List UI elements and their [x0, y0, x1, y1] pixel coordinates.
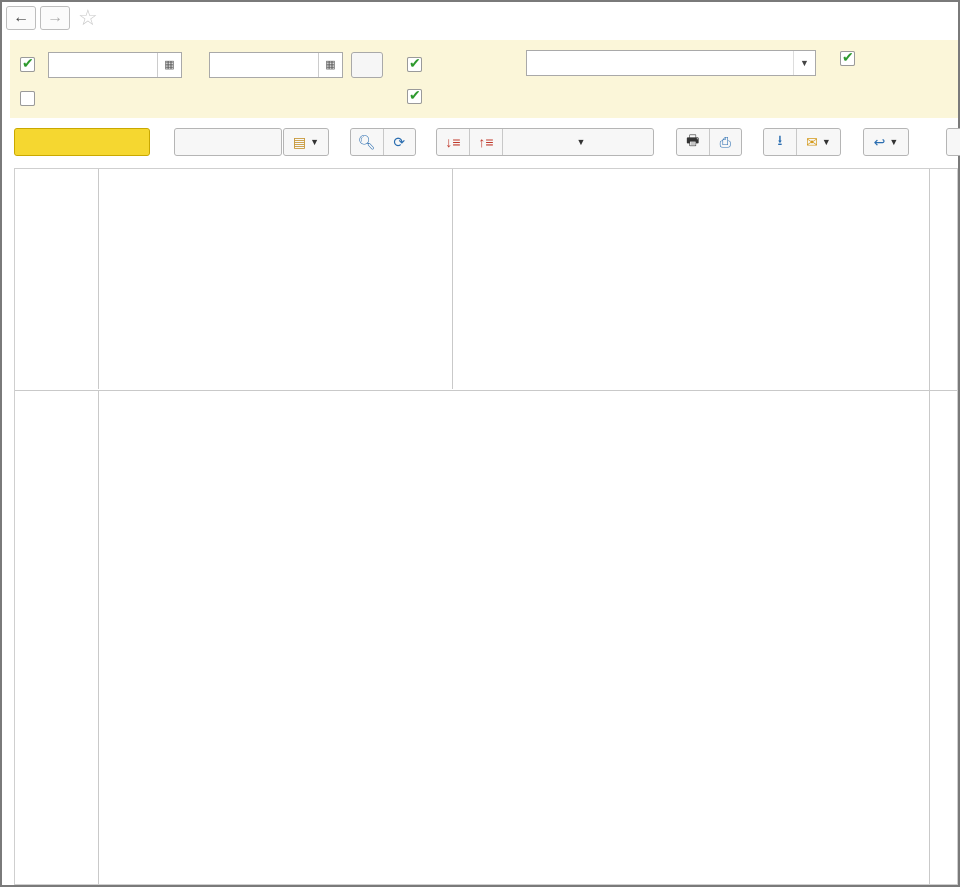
export-group [763, 128, 841, 156]
title-bar [2, 2, 958, 34]
printer-icon: 🖶 [686, 132, 700, 148]
chevron-down-icon: ▼ [889, 137, 899, 147]
save-button[interactable] [764, 129, 796, 155]
date-from-input[interactable] [48, 52, 182, 78]
refund-checkbox[interactable] [407, 89, 422, 104]
search-next-icon: ⟳ [393, 133, 406, 150]
undo-menu-button[interactable] [863, 128, 909, 156]
envelope-icon: ✉ [806, 133, 818, 150]
expand-to-button[interactable] [503, 129, 653, 155]
grid-line [98, 169, 99, 389]
report-variant-icon: ▤ [292, 133, 307, 150]
forward-button[interactable] [40, 6, 70, 30]
sort-asc-icon: ↑≡ [478, 134, 494, 150]
org-select[interactable] [526, 50, 816, 76]
star-icon[interactable]: ☆ [78, 5, 98, 30]
preview-icon: ⎙ [719, 133, 731, 150]
arrow-left-icon: ← [13, 9, 29, 26]
settings-button[interactable] [174, 128, 282, 156]
filter-panel [10, 40, 958, 118]
advance-checkbox[interactable] [840, 51, 855, 66]
grid-line [15, 390, 958, 391]
grid-line [98, 390, 99, 885]
sort-desc-button[interactable] [437, 129, 469, 155]
date-to-input[interactable] [209, 52, 343, 78]
send-email-button[interactable] [797, 129, 840, 155]
more-button[interactable] [946, 128, 960, 156]
back-button[interactable] [6, 6, 36, 30]
calendar-icon[interactable]: ▦ [318, 53, 342, 77]
search-icon: 🔍︎ [357, 133, 376, 150]
sums-exceed-checkbox[interactable] [20, 91, 35, 106]
org-checkbox[interactable] [407, 57, 422, 72]
search-group [350, 128, 416, 156]
calendar-icon[interactable]: ▦ [157, 53, 181, 77]
chevron-down-icon[interactable]: ▼ [793, 51, 815, 75]
print-group [676, 128, 742, 156]
search-button[interactable] [351, 129, 383, 155]
sort-asc-button[interactable] [470, 129, 502, 155]
chevron-down-icon: ▼ [821, 137, 831, 147]
chevron-down-icon: ▼ [310, 137, 320, 147]
arrow-right-icon: → [47, 9, 63, 26]
download-icon: ⭳ [777, 132, 783, 148]
report-area [14, 168, 958, 885]
search-next-button[interactable] [383, 129, 415, 155]
period-checkbox[interactable] [20, 57, 35, 72]
grid-line [929, 169, 930, 885]
generate-button[interactable] [14, 128, 150, 156]
period-select-button[interactable] [351, 52, 383, 78]
grid-line [452, 169, 453, 389]
variant-button[interactable] [283, 128, 329, 156]
chevron-down-icon: ▼ [576, 137, 586, 147]
expand-group [436, 128, 654, 156]
sort-desc-icon: ↓≡ [445, 134, 461, 150]
undo-arrow-icon: ↩ [873, 133, 886, 150]
print-button[interactable] [677, 129, 709, 155]
print-preview-button[interactable] [709, 129, 741, 155]
